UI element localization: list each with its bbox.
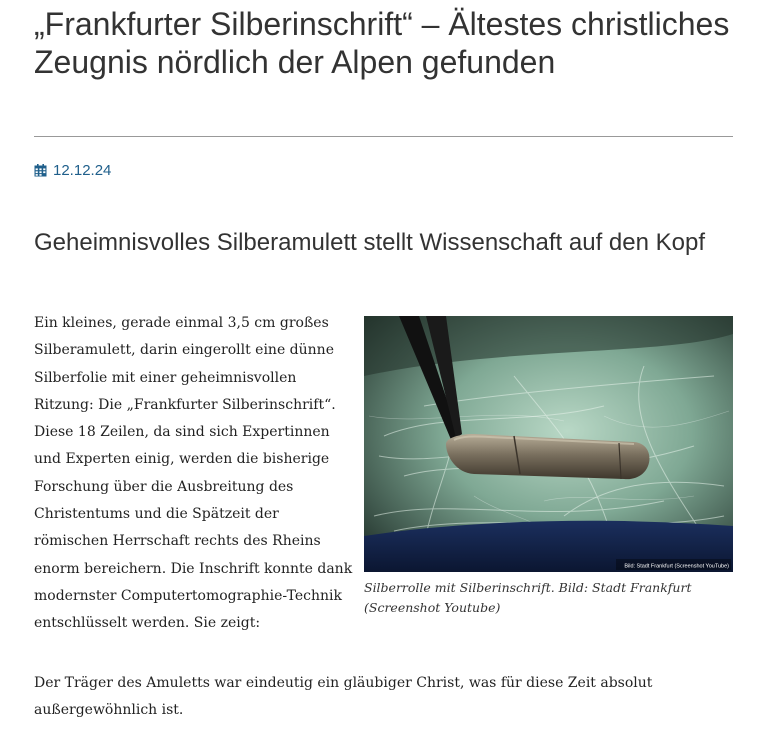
article-subheadline: Geheimnisvolles Silberamulett stellt Wissenschaft auf den Kopf [34,229,705,256]
article-figure [364,316,733,618]
article-body-paragraph: Ein kleines, gerade einmal 3,5 cm großes Silberamulett, darin eingerollt eine dünne Silberfolie mit einer geheimnisvollen Ritzung: Die „Frankfurter Silberinschrift“. Diese 18 Zeilen, da sind sich Expertinnen und Experten einig, werden die bisherige Forschung über die Ausbreitung des Christentums und die Spätzeit der römischen Herrschaft rechts des Rheins enorm bereichern. Die Inschrift konnte dank modernster Computertomographie-Technik entschlüsselt werden. Sie zeigt: [34,315,353,632]
photo-credit-overlay: Bild: Stadt Frankfurt (Screenshot YouTube) [624,563,729,570]
silver-amulet-photo[interactable] [364,316,733,572]
article-headline: „Frankfurter Silberinschrift“ – Ältestes christliches Zeugnis nördlich der Alpen gefunden [34,6,730,80]
article-date [34,162,111,179]
figure-caption: Silberrolle mit Silberinschrift. Bild: Stadt Frankfurt (Screenshot Youtube) [364,580,692,615]
article-body-paragraph-continued: Der Träger des Amuletts war eindeutig ein gläubiger Christ, was für diese Zeit absolut außergewöhnlich ist. [34,675,653,719]
date-text: 12.12.24 [53,162,112,179]
headline-divider [34,136,733,137]
calendar-icon [34,164,47,177]
